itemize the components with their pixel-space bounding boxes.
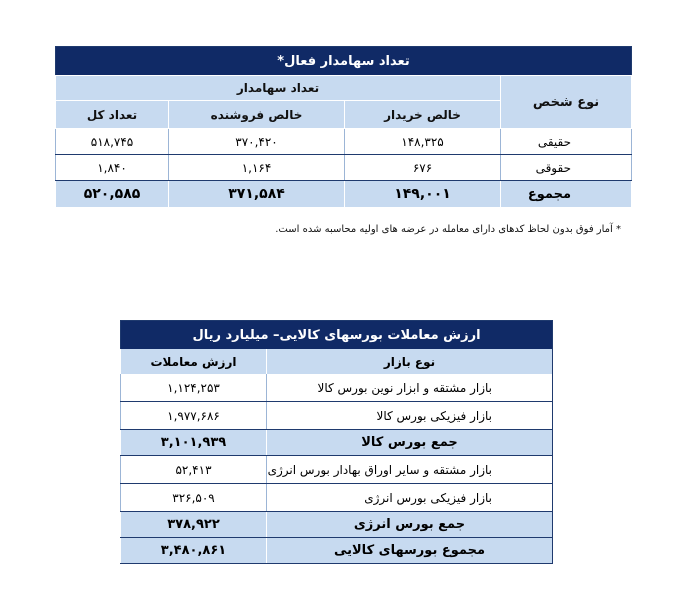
sum-label: مجموع [501, 181, 632, 208]
subtotal-row [121, 430, 553, 456]
grand-total-value: ۳,۴۸۰,۸۶۱ [121, 538, 267, 564]
subtotal-value: ۳,۱۰۱,۹۳۹ [121, 430, 267, 456]
column-header-person-type: نوع شخص [501, 76, 632, 129]
market-cell: بازار فیزیکی بورس انرژی [267, 484, 553, 512]
value-cell: ۱,۱۲۴,۲۵۳ [121, 374, 267, 402]
footnote: * آمار فوق بدون لحاظ کدهای دارای معامله در عرضه های اولیه محاسبه شده است. [275, 224, 621, 235]
person-type-cell: حقیقی [501, 129, 632, 155]
active-shareholders-table [55, 46, 632, 208]
column-header-group: تعداد سهامدار [56, 76, 501, 101]
column-header-market: نوع بازار [267, 349, 553, 374]
commodity-exchange-table [120, 320, 553, 564]
market-cell: بازار مشتقه و سایر اوراق بهادار بورس انرژی [267, 456, 553, 484]
subtotal-value: ۳۷۸,۹۲۲ [121, 512, 267, 538]
net-seller-cell: ۳۷۰,۴۲۰ [169, 129, 345, 155]
table-row [56, 129, 632, 155]
sum-net-buyer: ۱۴۹,۰۰۱ [345, 181, 501, 208]
subtotal-label: جمع بورس کالا [267, 430, 553, 456]
table-row [121, 374, 553, 402]
net-buyer-cell: ۱۴۸,۳۲۵ [345, 129, 501, 155]
sum-row [56, 181, 632, 208]
column-header-value: ارزش معاملات [121, 349, 267, 374]
net-seller-cell: ۱,۱۶۴ [169, 155, 345, 181]
column-header-net-buyer: خالص خریدار [345, 101, 501, 129]
column-header-total: تعداد کل [56, 101, 169, 129]
table-row [56, 155, 632, 181]
grand-total-label: مجموع بورسهای کالایی [267, 538, 553, 564]
table-row [121, 456, 553, 484]
value-cell: ۳۲۶,۵۰۹ [121, 484, 267, 512]
subtotal-row [121, 512, 553, 538]
table-title: تعداد سهامدار فعال* [56, 47, 632, 76]
value-cell: ۱,۹۷۷,۶۸۶ [121, 402, 267, 430]
total-cell: ۵۱۸,۷۴۵ [56, 129, 169, 155]
market-cell: بازار فیزیکی بورس کالا [267, 402, 553, 430]
table-row [121, 402, 553, 430]
sum-total: ۵۲۰,۵۸۵ [56, 181, 169, 208]
grand-total-row [121, 538, 553, 564]
subtotal-label: جمع بورس انرژی [267, 512, 553, 538]
value-cell: ۵۲,۴۱۳ [121, 456, 267, 484]
total-cell: ۱,۸۴۰ [56, 155, 169, 181]
market-cell: بازار مشتقه و ابزار نوین بورس کالا [267, 374, 553, 402]
person-type-cell: حقوقی [501, 155, 632, 181]
sum-net-seller: ۳۷۱,۵۸۴ [169, 181, 345, 208]
table-row [121, 484, 553, 512]
table-title: ارزش معاملات بورسهای کالایی– میلیارد ریال [121, 321, 553, 350]
net-buyer-cell: ۶۷۶ [345, 155, 501, 181]
column-header-net-seller: خالص فروشنده [169, 101, 345, 129]
